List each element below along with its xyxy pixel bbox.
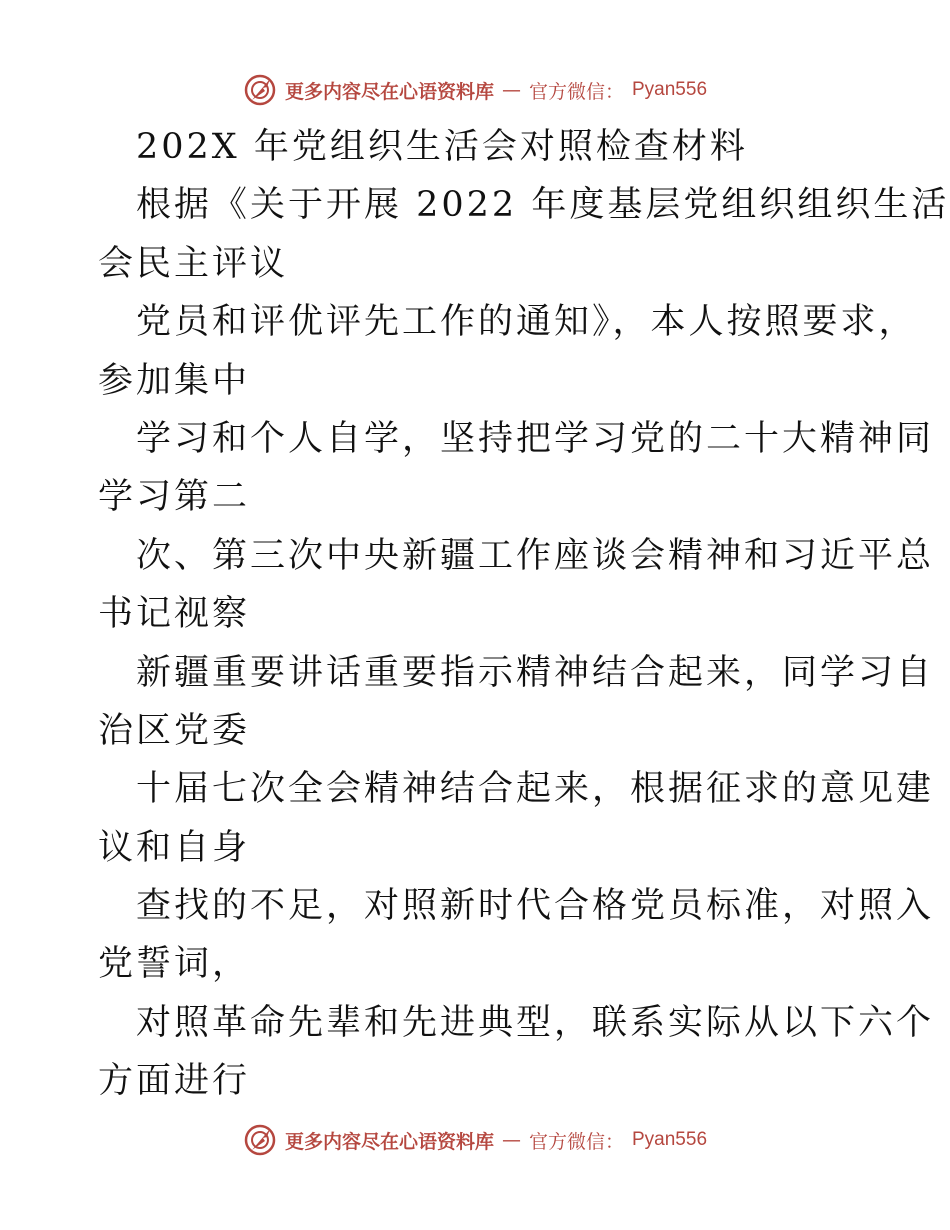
text-line: 学习和个人自学，坚持把学习党的二十大精神同 — [136, 418, 935, 459]
text-line: 方面进行 — [98, 1061, 251, 1102]
text-line: 202X 年党组织生活会对照检查材料 — [136, 127, 748, 167]
text-line: 新疆重要讲话重要指示精神结合起来，同学习自 — [136, 652, 935, 693]
text-line: 党誓词， — [98, 944, 251, 985]
watermark-separator: — — [501, 79, 521, 101]
text-line: 参加集中 — [98, 360, 251, 401]
watermark-account: Pyan556 — [632, 1129, 708, 1150]
text-line: 会民主评议 — [98, 243, 289, 284]
text-line: 根据《关于开展 2022 年度基层党组织组织生活 — [136, 185, 950, 226]
text-line: 治区党委 — [98, 710, 251, 751]
document-body — [98, 118, 950, 1111]
watermark-official-label: 官方微信： — [528, 80, 624, 103]
quill-logo-icon — [243, 1123, 277, 1157]
text-line: 学习第二 — [98, 477, 251, 518]
watermark-separator: — — [501, 1129, 521, 1151]
text-line: 议和自身 — [98, 827, 251, 868]
text-line: 党员和评优评先工作的通知》，本人按照要求， — [136, 302, 917, 343]
watermark-brand: 更多内容尽在心语资料库 — [284, 1130, 494, 1153]
watermark-footer — [0, 1120, 950, 1160]
text-line: 次、第三次中央新疆工作座谈会精神和习近平总 — [136, 535, 935, 576]
watermark-brand: 更多内容尽在心语资料库 — [284, 80, 494, 103]
text-line: 书记视察 — [98, 594, 251, 635]
quill-logo-icon — [243, 73, 277, 107]
text-line: 十届七次全会精神结合起来，根据征求的意见建 — [136, 769, 935, 810]
text-line: 查找的不足，对照新时代合格党员标准，对照入 — [136, 886, 935, 927]
text-line: 对照革命先辈和先进典型，联系实际从以下六个 — [136, 1002, 935, 1043]
watermark-account: Pyan556 — [632, 79, 708, 100]
watermark-header — [0, 70, 950, 110]
watermark-official-label: 官方微信： — [528, 1130, 624, 1153]
